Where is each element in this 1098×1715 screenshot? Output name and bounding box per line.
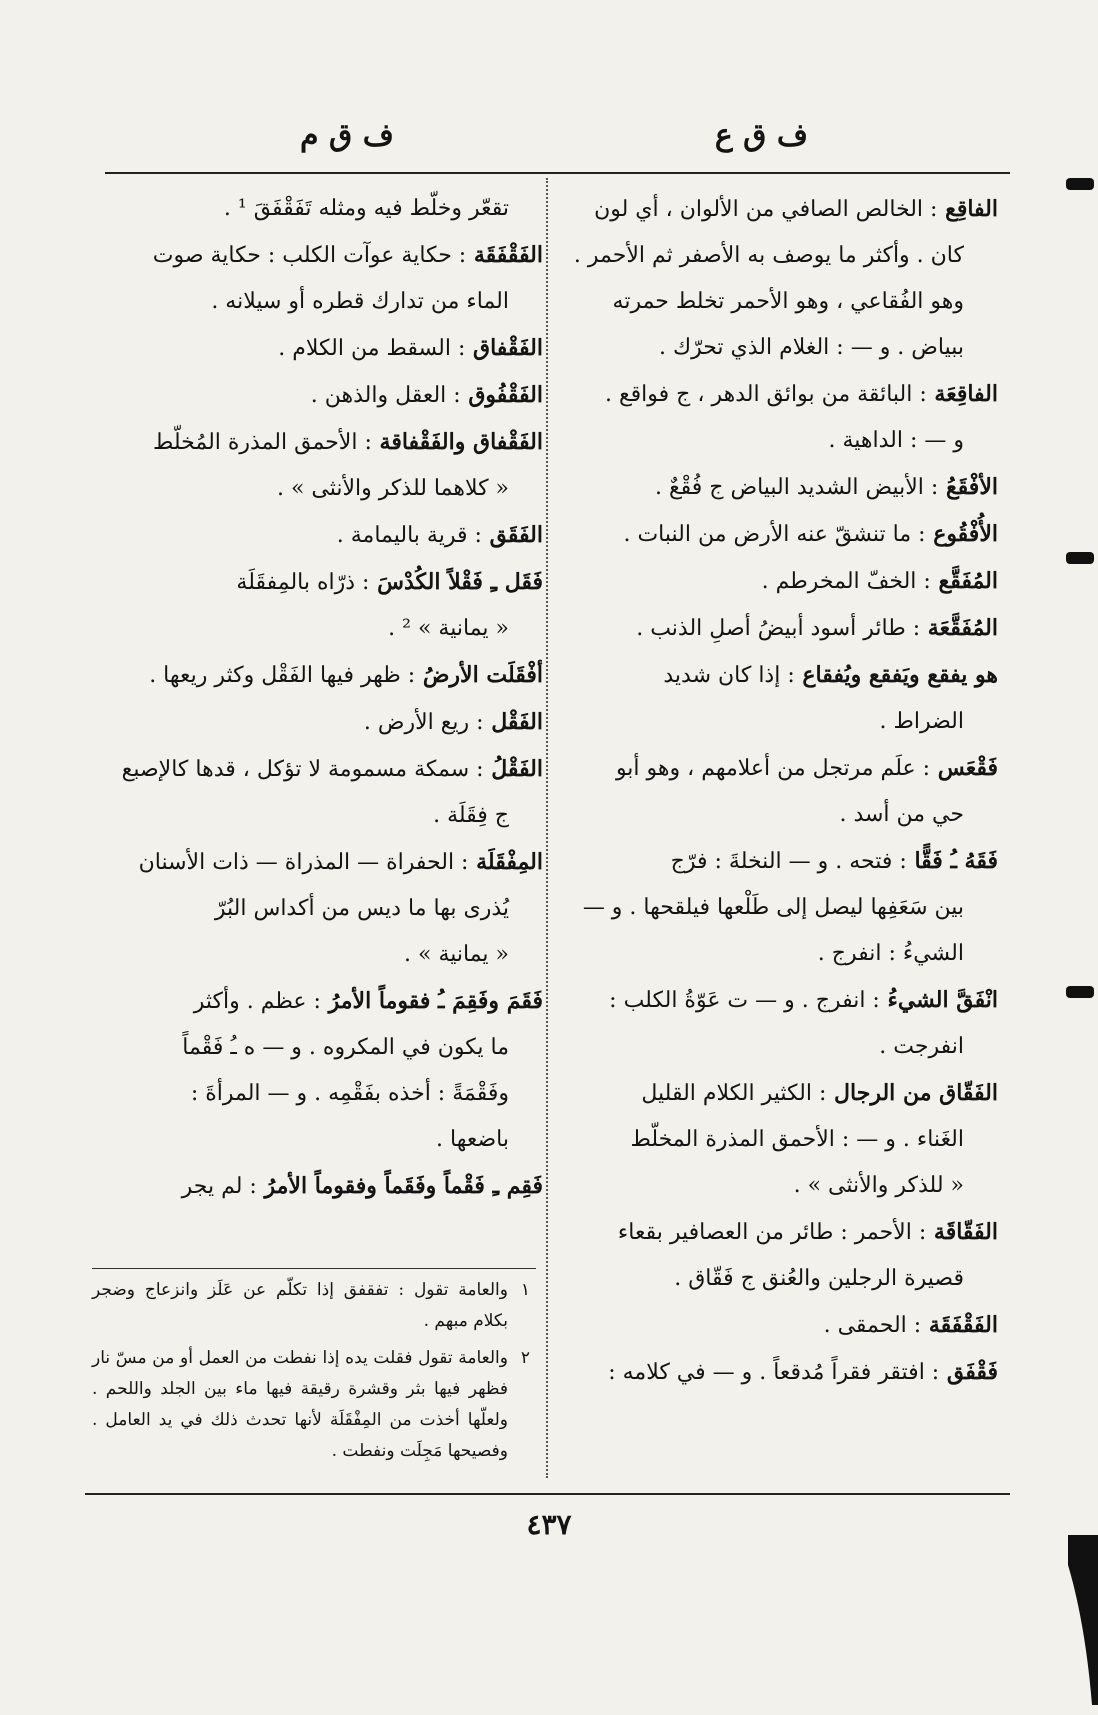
entry-line: حي من أسد . (839, 802, 964, 827)
entry-line: الماء من تدارك قطره أو سيلانه . (211, 289, 509, 314)
entry-line: الفَقْلُ : سمكة مسمومة لا تؤكل ، قدها كالإصبع (121, 756, 543, 782)
entry-line: يُذرى بها ما ديس من أكداس البُرّ (214, 896, 509, 921)
entry-line: الفَقْفاق : السقط من الكلام . (278, 335, 543, 361)
entry-line: المُفَقَّع : الخفّ المخرطم . (761, 568, 998, 594)
entry-line: فَقْفَق : افتقر فقراً مُدقعاً . و — في كلامه : (608, 1359, 998, 1385)
headword: الفَقْفاق (465, 335, 543, 361)
column-divider (546, 178, 548, 1478)
headword: فَقْفَق (939, 1359, 998, 1385)
headword: الفَقْفَقَة (466, 242, 543, 268)
entry-line: انفرجت . (879, 1034, 964, 1059)
entry-line: الفَقْفَقَة : حكاية عوآت الكلب : حكاية صوت (152, 242, 543, 268)
entry-line: « يمانية » . (404, 942, 509, 967)
entry-line: فَقَل ـِ فَقْلاً الكُدْسَ : ذرّاه بالمِفقَلَة (236, 569, 543, 595)
entry-line: فَقْعَس : علَم مرتجل من أعلامهم ، وهو أبو (615, 755, 998, 781)
footnote-text: والعامة تقول : تفقفق إذا تكلّم عن عَلَز وانزعاج وضجر بكلام مبهم . (92, 1280, 508, 1331)
headword: الفَقْفَقَة (921, 1312, 998, 1338)
headword: المُفَقَّع (930, 568, 998, 594)
headword: فَقَمَ وفَقِمَ ـُ فقوماً الأمرُ (320, 988, 543, 1014)
headword: الأُفْقُوع (925, 521, 998, 547)
footnote-number: ٢ (520, 1348, 530, 1368)
thumb-tab-marker (1066, 552, 1094, 564)
page-edge-shadow (1058, 1535, 1098, 1705)
entry-line: فَقِم ـِ فَقْماً وفَقَماً وفقوماً الأمرُ : لم يجر (181, 1173, 543, 1199)
headword: المِفْقَلَة (468, 849, 543, 875)
footnote (92, 1343, 530, 1467)
header-root-left: ف ق م (300, 118, 394, 153)
entry-line: الفَقْفاق والفَقْفاقة : الأحمق المذرة المُخلّط (153, 429, 543, 455)
entry-line: انْفَقَّ الشيءُ : انفرج . و — ت عَوّةُ الكلب : (609, 987, 998, 1013)
headword: الفَقْفاق والفَقْفاقة (371, 429, 543, 455)
entry-line: الفَقّاق من الرجال : الكثير الكلام القليل (641, 1080, 998, 1106)
entry-line: بين سَعَفِها ليصل إلى طَلْعها فيلقحها . و — (582, 895, 964, 920)
entry-line: الأفْقَعُ : الأبيض الشديد البياض ج فُقْعٌ . (654, 474, 998, 500)
thumb-tab-marker (1066, 178, 1094, 190)
headword: الفاقِع (937, 196, 998, 222)
entry-line: وهو الفُقاعي ، وهو الأحمر تخلط حمرته (612, 289, 964, 314)
entry-line: الفَقْل : ريع الأرض . (363, 709, 543, 735)
entry-line: المُفَقَّعَة : طائر أسود أبيضُ أصلِ الذنب . (636, 615, 998, 641)
entry-line: قصيرة الرجلين والعُنق ج فَقّاق . (674, 1266, 964, 1291)
headword: هو يفقع ويَفقع ويُفقاع (794, 662, 998, 688)
headword: انْفَقَّ الشيءُ (879, 987, 998, 1013)
entry-line: فَقَهُ ـُ فَقًّا : فتحه . و — النخلةَ : فرّج (670, 848, 998, 874)
right-column (568, 186, 998, 1396)
entry-line: الفَقّاقَة : الأحمر : طائر من العصافير بقعاء (617, 1219, 998, 1245)
footnote (92, 1275, 530, 1337)
left-column (103, 186, 543, 1210)
headword: الفَقَق (481, 522, 543, 548)
headword: الفَقْفُوق (460, 382, 543, 408)
headword: فَقَهُ ـُ فَقًّا (906, 848, 998, 874)
page-number: ٤٣٧ (526, 1508, 572, 1541)
headword: الأفْقَعُ (938, 474, 998, 500)
headword: فَقْعَس (930, 755, 998, 781)
headword: الفَقّاق من الرجال (826, 1080, 998, 1106)
header-root-right: ف ق ع (714, 118, 808, 153)
entry-line: ببياض . و — : الغلام الذي تحرّك . (658, 335, 964, 360)
entry-line: ج فِقَلَة . (433, 803, 509, 828)
entry-line: هو يفقع ويَفقع ويُفقاع : إذا كان شديد (663, 662, 998, 688)
entry-line: باضعها . (436, 1127, 509, 1152)
entry-line: الفَقْفُوق : العقل والذهن . (310, 382, 543, 408)
headword: فَقَل ـِ فَقْلاً الكُدْسَ (369, 569, 543, 595)
entry-line: الفاقِعَة : البائقة من بوائق الدهر ، ج فواقع . (604, 381, 998, 407)
entry-line: الضراط . (879, 709, 964, 734)
footnote-number: ١ (520, 1280, 530, 1300)
entry-line: الفَقَق : قرية باليمامة . (336, 522, 543, 548)
footnote-rule (92, 1268, 536, 1269)
top-rule (105, 172, 1010, 174)
bottom-rule (85, 1493, 1010, 1495)
entry-line: تقعّر وخلّط فيه ومثله تَفَقْفَقَ ¹ . (223, 196, 509, 221)
headword: الفَقّاقَة (926, 1219, 998, 1245)
entry-line: كان . وأكثر ما يوصف به الأصفر ثم الأحمر . (573, 243, 964, 268)
headword: المُفَقَّعَة (920, 615, 998, 641)
thumb-tab-marker (1066, 986, 1094, 998)
entry-line: « للذكر والأنثى » . (793, 1173, 964, 1198)
entry-line: فَقَمَ وفَقِمَ ـُ فقوماً الأمرُ : عظم . وأكثر (193, 988, 543, 1014)
headword: الفاقِعَة (926, 381, 998, 407)
headword: أفْقَلَت الأرضُ (415, 662, 543, 688)
entry-line: أفْقَلَت الأرضُ : ظهر فيها الفَقْل وكثر ريعها . (149, 662, 543, 688)
footnotes (92, 1275, 530, 1473)
headword: فَقِم ـِ فَقْماً وفَقَماً وفقوماً الأمرُ (256, 1173, 543, 1199)
entry-line: ما يكون في المكروه . و — ه ـُ فَقْماً (182, 1035, 509, 1060)
entry-line: « يمانية » ² . (388, 616, 509, 641)
entry-line: و — : الداهية . (828, 428, 964, 453)
entry-line: « كلاهما للذكر والأنثى » . (276, 476, 509, 501)
entry-line: المِفْقَلَة : الحفراة — المذراة — ذات الأسنان (138, 849, 543, 875)
entry-line: الفاقِع : الخالص الصافي من الألوان ، أي لون (594, 196, 998, 222)
footnote-text: والعامة تقول فقلت يده إذا نفطت من العمل أو من مسّ نار فظهر فيها بثر وقشرة رقيقة فيها ماء بين الجلد واللحم . ولعلّها أخذت من المِفْقَلَة لأنها تحدث ذلك في يد العامل . وفصيحها مَجِلَت ونفطت . (92, 1348, 508, 1461)
entry-line: الغَناء . و — : الأحمق المذرة المخلّط (630, 1127, 964, 1152)
headword: الفَقْل (483, 709, 543, 735)
entry-line: الأُفْقُوع : ما تنشقّ عنه الأرض من النبات . (623, 521, 998, 547)
headword: الفَقْلُ (483, 756, 543, 782)
entry-line: الفَقْفَقَة : الحمقى . (823, 1312, 998, 1338)
entry-line: الشيءُ : انفرج . (817, 941, 964, 966)
entry-line: وفَقْمَةً : أخذه بفَقْمِه . و — المرأةَ : (190, 1081, 509, 1106)
